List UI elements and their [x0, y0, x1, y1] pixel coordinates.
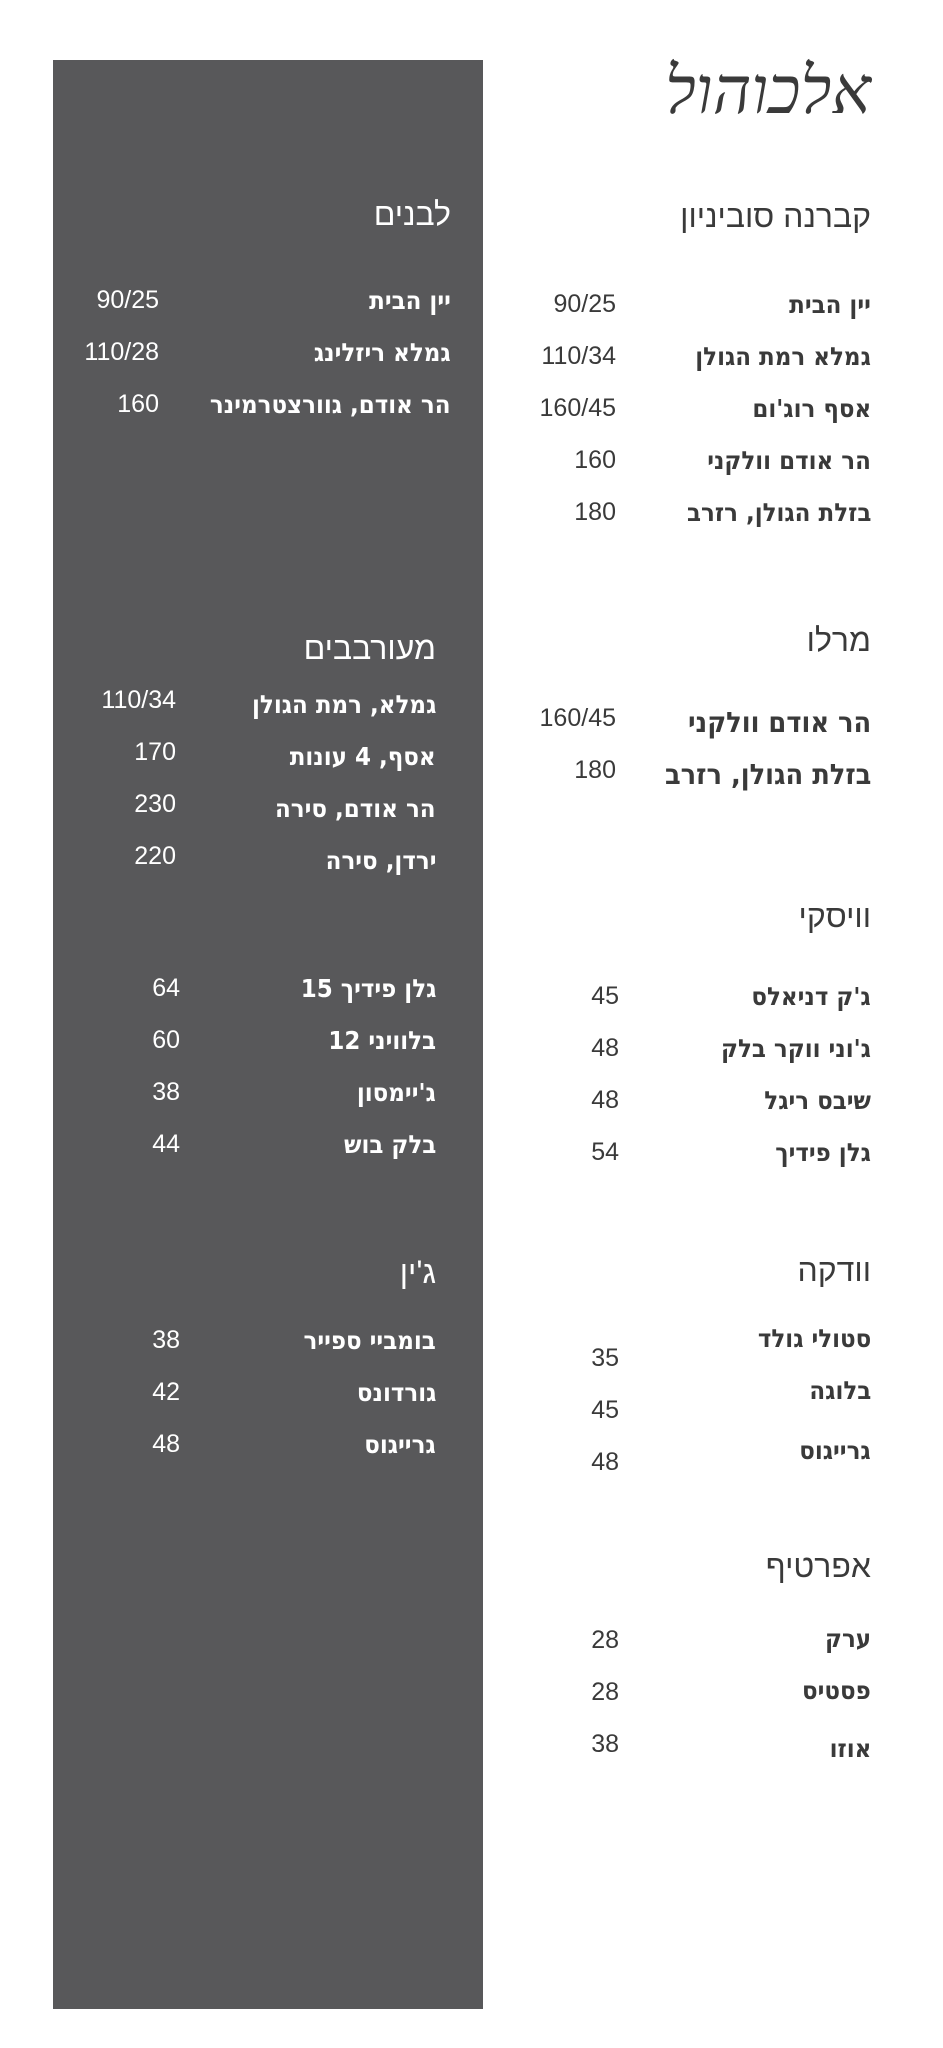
menu-item-price: 38 [591, 1730, 619, 1758]
menu-item-name: הר אודם, סירה [275, 794, 436, 823]
menu-item-price: 42 [152, 1378, 180, 1406]
menu-item-price: 44 [152, 1130, 180, 1158]
menu-item-price: 180 [574, 756, 616, 784]
menu-item-price: 38 [152, 1326, 180, 1354]
menu-item-price: 110/34 [541, 342, 616, 370]
menu-item-name: בלק בוש [343, 1130, 436, 1159]
menu-item-price: 90/25 [96, 286, 159, 314]
menu-item-name: ג'ק דניאלס [751, 982, 871, 1011]
menu-item-price: 28 [591, 1626, 619, 1654]
menu-item-price: 170 [134, 738, 176, 766]
menu-item-price: 28 [591, 1678, 619, 1706]
menu-item-price: 54 [591, 1138, 619, 1166]
menu-item-name: ג'וני ווקר בלק [721, 1034, 871, 1063]
menu-item-price: 110/28 [84, 338, 159, 366]
menu-item-name: גרייגוס [364, 1430, 436, 1459]
menu-item-name: גמלא ריזלינג [314, 338, 451, 367]
menu-item-name: בלוגה [809, 1376, 871, 1405]
menu-item-name: יין הבית [369, 286, 451, 315]
menu-item-name: סטולי גולד [757, 1324, 871, 1353]
menu-item-name: גורדונס [356, 1378, 436, 1407]
section-heading-blends: מעורבבים [303, 630, 436, 666]
menu-item-price: 60 [152, 1026, 180, 1054]
menu-item-name: גמלא, רמת הגולן [251, 690, 436, 719]
menu-item-price: 38 [152, 1078, 180, 1106]
menu-item-price: 230 [134, 790, 176, 818]
menu-item-name: גלן פידיך [775, 1138, 871, 1167]
menu-item-name: הר אודם וולקני [687, 706, 871, 739]
menu-item-name: אסף, 4 עונות [290, 742, 436, 771]
menu-item-price: 48 [591, 1448, 619, 1476]
section-heading-merlot: מרלו [806, 622, 871, 658]
menu-item-price: 160 [117, 390, 159, 418]
menu-item-name: ערק [824, 1624, 871, 1653]
section-heading-whisky: וויסקי [798, 898, 871, 934]
menu-item-name: אוזו [829, 1734, 871, 1763]
menu-item-name: הר אודם וולקני [707, 446, 871, 475]
menu-item-name: אסף רוג'ום [752, 394, 871, 423]
menu-item-name: בומביי ספייר [303, 1326, 436, 1355]
menu-item-price: 64 [152, 974, 180, 1002]
menu-item-name: בזלת הגולן, רזרב [664, 758, 871, 791]
menu-item-name: בזלת הגולן, רזרב [686, 498, 871, 527]
menu-item-name: הר אודם, גוורצטרמינר [210, 390, 451, 419]
menu-item-price: 160/45 [539, 394, 616, 422]
section-heading-gin: ג'ין [399, 1254, 436, 1290]
section-heading-whites: לבנים [373, 196, 451, 232]
menu-item-name: גמלא רמת הגולן [695, 342, 871, 371]
menu-title: אלכוהול [664, 52, 871, 129]
menu-item-price: 160/45 [539, 704, 616, 732]
menu-item-price: 45 [591, 982, 619, 1010]
menu-item-price: 220 [134, 842, 176, 870]
menu-item-price: 90/25 [553, 290, 616, 318]
menu-item-price: 160 [574, 446, 616, 474]
menu-item-name: ג'יימסון [357, 1078, 436, 1107]
menu-item-name: גלן פידיך 15 [300, 974, 436, 1003]
menu-item-price: 110/34 [101, 686, 176, 714]
menu-item-name: ירדן, סירה [325, 846, 436, 875]
section-heading-vodka: וודקה [797, 1252, 871, 1288]
menu-item-name: יין הבית [789, 290, 871, 319]
menu-item-price: 180 [574, 498, 616, 526]
menu-item-price: 48 [591, 1034, 619, 1062]
menu-item-name: גרייגוס [799, 1436, 871, 1465]
menu-item-price: 48 [591, 1086, 619, 1114]
menu-item-name: שיבס ריגל [764, 1086, 871, 1115]
menu-item-price: 35 [591, 1344, 619, 1372]
menu-item-name: פסטיס [802, 1676, 871, 1705]
menu-item-price: 45 [591, 1396, 619, 1424]
section-heading-aperitif: אפרטיף [765, 1548, 871, 1584]
menu-item-price: 48 [152, 1430, 180, 1458]
menu-item-name: בלוויני 12 [328, 1026, 436, 1055]
section-heading-cabernet: קברנה סוביניון [680, 198, 871, 234]
